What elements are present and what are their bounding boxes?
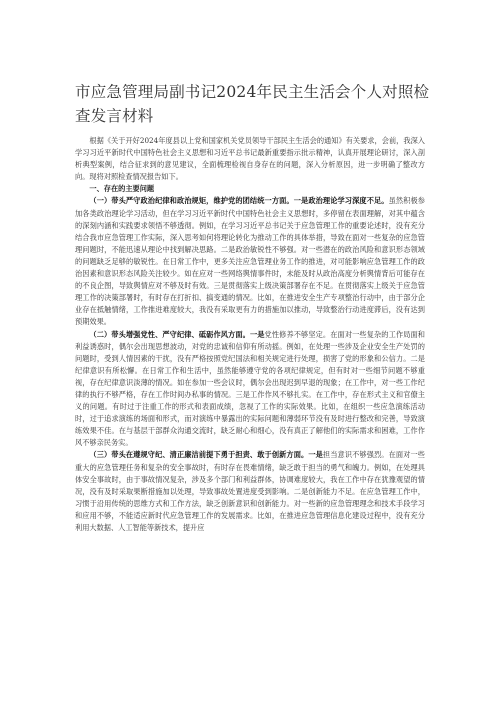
section-heading: 一、存在的主要问题 xyxy=(89,184,155,194)
paragraph-3 xyxy=(75,449,425,534)
subheading-2: （二）带头增强党性、严守纪律、砥砺作风方面。 xyxy=(89,329,250,339)
paragraph-2-text: 党性修养不够坚定。在面对一些复杂的工作局面和利益诱惑时，偶尔会出现思想波动，对党的忠诚和信仰有所动摇。例如，在处理一些涉及企业安全生产处罚的问题时，受到人情因素的干扰，没有严格按照党纪国法和相关规定进行处理，损害了党的形象和公信力。二是纪律意识有所松懈。在日常工作和生活中，虽然能够遵守党的各项纪律规定，但有时对一些细节问题不够重视，存在纪律意识淡薄的情况。如在参加一些会议时，偶尔会出现迟到早退的现象；在工作中，对一些工作纪律的执行不够严格，存在工作时间办私事的情况。三是工作作风不够扎实。在工作中，存在形式主义和官僚主义的问题。有时过于注重工作的形式和表面成绩，忽视了工作的实际效果。比如，在组织一些应急演练活动时，过于追求演练的场面和形式，而对演练中暴露出的实际问题和薄弱环节没有及时进行整改和完善，导致演练效果不佳。在与基层干部群众沟通交流时，缺乏耐心和细心，没有真正了解他们的实际需求和困难，工作作风不够亲民务实。 xyxy=(75,329,425,448)
paragraph-2 xyxy=(75,329,425,450)
document-title xyxy=(75,80,430,128)
subheading-3: （三）带头在遵规守纪、清正廉洁前提下勇于担责、敢于创新方面。 xyxy=(89,450,309,460)
title-line-1: 市应急管理局副书记2024年民主生活会个人对照检 xyxy=(75,83,430,101)
paragraph-1 xyxy=(75,195,425,328)
subheading-1: （一）带头严守政治纪律和政治规矩，维护党的团结统一方面。 xyxy=(89,196,294,206)
lead-1: 一是政治理论学习深度不足。 xyxy=(293,196,389,206)
paragraph-1-text: 虽然积极参加各类政治理论学习活动，但在学习习近平新时代中国特色社会主义思想时，多停留在表面理解，对其中蕴含的深刻内涵和实践要求领悟不够透彻。例如，在学习习近平总书记关于应急管理工作的重要论述时，没有充分结合我市应急管理工作实际，深入思考如何将理论转化为推动工作的具体举措，导致在面对一些复杂的应急管理问题时，不能迅速从理论中找到解决思路。二是政治敏锐性不够强。对一些潜在的政治风险和意识形态领域的问题缺乏足够的敏锐性。在日常工作中，更多关注应急管理业务工作的推进，对可能影响应急管理工作的政治因素和意识形态风险关注较少。如在应对一些网络舆情事件时，未能及时从政治高度分析舆情背后可能存在的不良企图，导致舆情应对不够及时有效。三是贯彻落实上级决策部署存在不足。在贯彻落实上级关于应急管理工作的决策部署时，有时存在打折扣、搞变通的情况。比如，在推进安全生产专项整治行动中，由于部分企业存在抵触情绪，工作推进难度较大，我没有采取更有力的措施加以推动，导致整治行动进度滞后，没有达到预期效果。 xyxy=(75,196,425,327)
lead-3: 一是 xyxy=(308,450,323,460)
paragraph-3-text: 担当意识不够强烈。在面对一些重大的应急管理任务和复杂的安全事故时，有时存在畏难情绪，缺乏敢于担当的勇气和魄力。例如，在处理具体安全事故时，由于事故情况复杂，涉及多个部门和利益群体，协调难度较大，我在工作中存在犹豫观望的情况，没有及时采取果断措施加以处理，导致事故处置进度受到影响。二是创新能力不足。在应急管理工作中，习惯于沿用传统的思维方式和工作方法，缺乏创新意识和创新能力。对一些新的应急管理理念和技术手段学习和应用不够，不能适应新时代应急管理工作的发展需求。比如，在推进应急管理信息化建设过程中，没有充分利用大数据、人工智能等新技术，提升应 xyxy=(75,450,425,532)
document-body xyxy=(75,135,425,534)
title-line-2: 查发言材料 xyxy=(75,107,154,125)
intro-paragraph: 根据《关于开好2024年度县以上党和国家机关党员领导干部民主生活会的通知》有关要求，会前，我深入学习习近平新时代中国特色社会主义思想和习近平总书记最新重要指示批示精神，认真开展理论研讨，深入剖析典型案例，结合征求到的意见建议，全面梳理检视自身存在的问题，深入分析原因，进一步明确了整改方向。现将对照检查情况报告如下。 xyxy=(75,136,425,182)
lead-2: 一是 xyxy=(249,329,265,339)
